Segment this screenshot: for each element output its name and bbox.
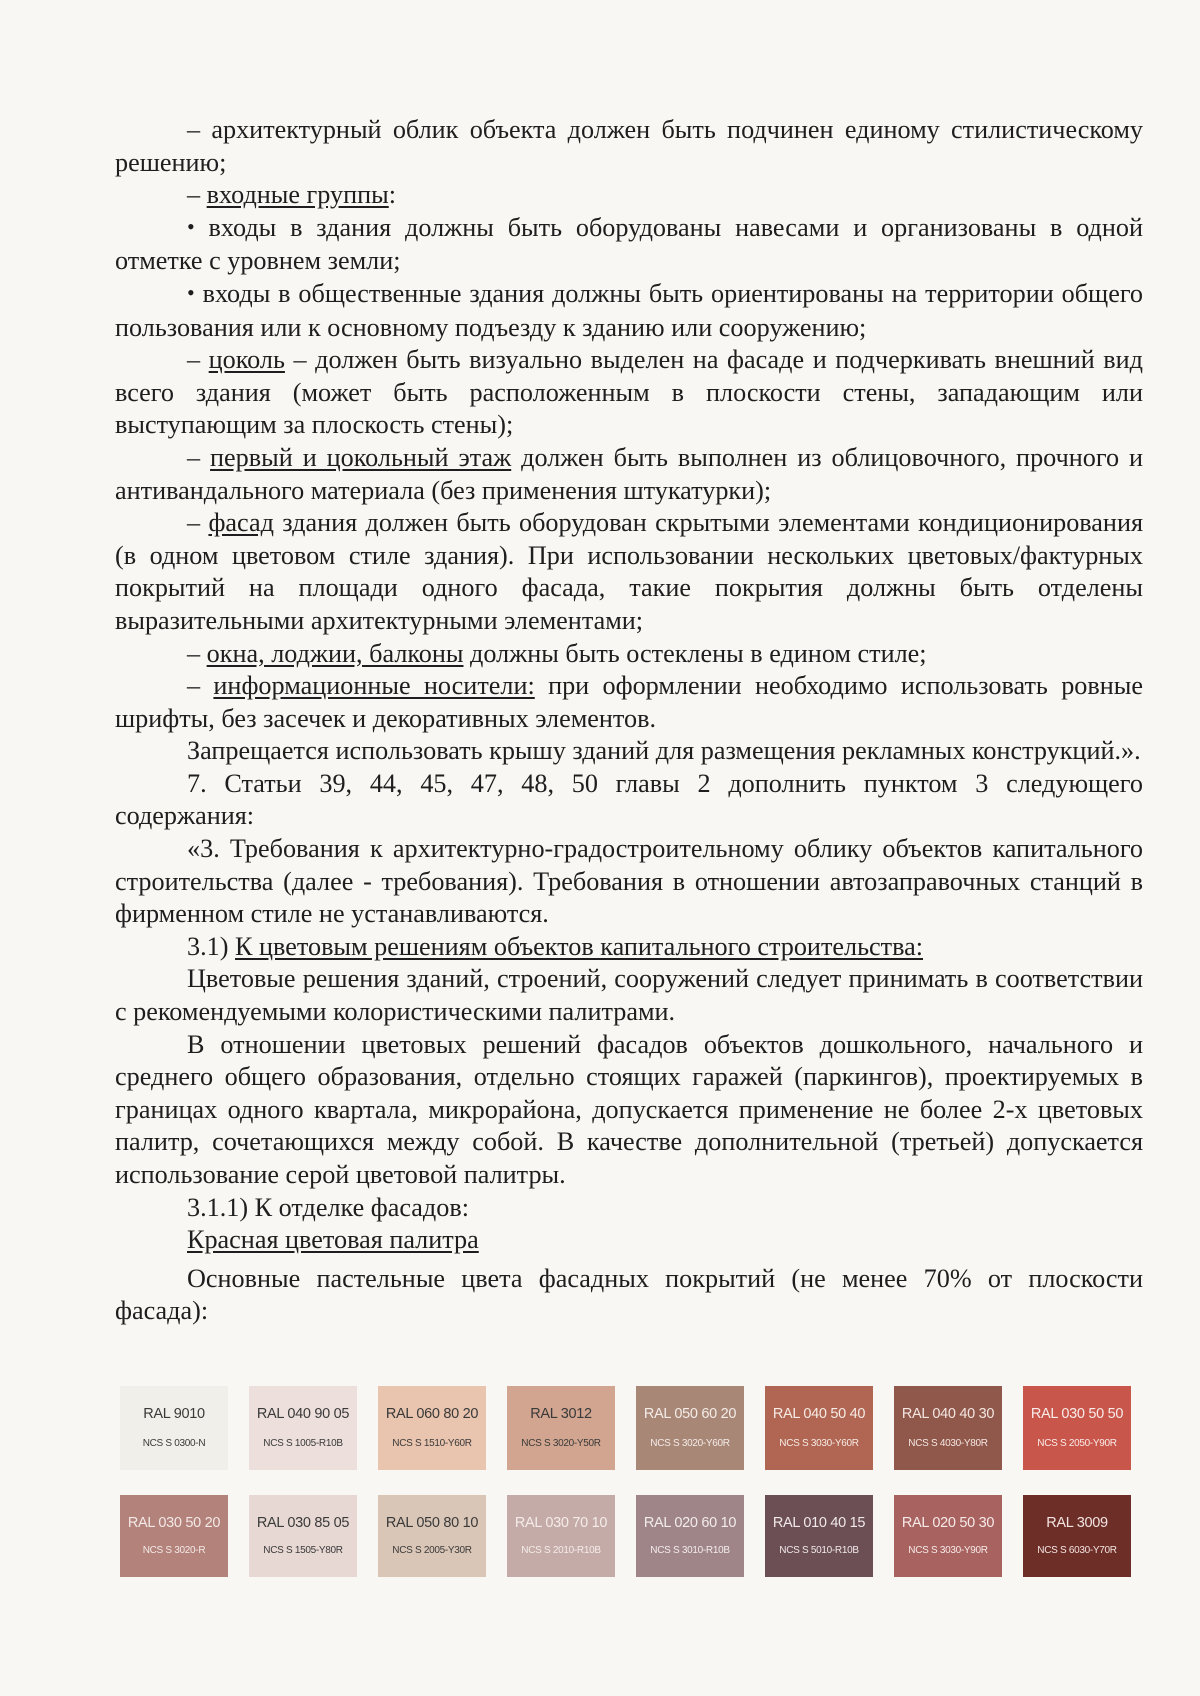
color-swatch [120, 1386, 228, 1470]
swatch-ncs-label: NCS S 4030-Y80R [908, 1438, 988, 1449]
swatch-ral-label: RAL 030 70 10 [514, 1515, 608, 1531]
bullet-icon: • [187, 213, 195, 239]
underlined-term: окна, лоджии, балконы [206, 638, 464, 668]
heading-facade-finishing: 3.1.1) К отделке фасадов: [187, 1192, 469, 1222]
paragraph-roof-ads: Запрещается использовать крышу зданий для размещения рекламных конструкций.». [187, 736, 1141, 766]
underlined-term: фасад [208, 508, 274, 538]
heading-color-solutions: 3.1) К цветовым решениям объектов капитального строительства: [187, 931, 924, 961]
swatch-ral-label: RAL 3012 [530, 1406, 592, 1422]
color-swatch [507, 1495, 615, 1577]
paragraph-architectural-look: – архитектурный облик объекта должен быть подчинен единому стилистическому решению; [115, 115, 1143, 177]
color-swatch [636, 1386, 744, 1470]
swatch-ral-label: RAL 010 40 15 [772, 1515, 866, 1531]
paragraph-article-7: 7. Статьи 39, 44, 45, 47, 48, 50 главы 2 дополнить пунктом 3 следующего содержания: [115, 768, 1143, 831]
bullet-item-orientation: • входы в общественные здания должны быть ориентированы на территории общего пользования или к основному подъезду к зданию или сооружению; [115, 278, 1143, 342]
swatch-ncs-label: NCS S 2050-Y90R [1037, 1438, 1117, 1449]
paragraph-color-palettes: Цветовые решения зданий, строений, сооружений следует принимать в соответствии с рекомендуемыми колористическими палитрами. [115, 964, 1143, 1027]
swatch-ral-label: RAL 020 50 30 [901, 1515, 995, 1531]
swatch-ral-label: RAL 030 85 05 [256, 1515, 350, 1531]
swatch-ral-label: RAL 3009 [1046, 1515, 1108, 1531]
color-swatch [378, 1495, 486, 1577]
swatch-ral-label: RAL 040 90 05 [256, 1406, 350, 1422]
swatch-ral-label: RAL 030 50 20 [127, 1515, 221, 1531]
swatch-ncs-label: NCS S 3020-Y60R [650, 1438, 730, 1449]
paragraph-school-facades: В отношении цветовых решений фасадов объектов дошкольного, начального и среднего общего образования, отдельно стоящих гаражей (паркингов), проектируемых в границах одного квартала, микрорайона, допускается применение не более 2-х цветовых палитр, сочетающихся между собой. В качестве дополнительной (третьей) допускается использование серой цветовой палитры. [115, 1029, 1143, 1189]
color-swatch [1023, 1386, 1131, 1470]
swatch-ral-label: RAL 050 60 20 [643, 1406, 737, 1422]
color-swatch [249, 1495, 357, 1577]
swatch-ncs-label: NCS S 1510-Y60R [392, 1438, 472, 1449]
paragraph-entrance-groups: – входные группы: [187, 180, 397, 210]
heading-red-palette [115, 1224, 1143, 1257]
swatch-ncs-label: NCS S 3010-R10B [650, 1545, 730, 1556]
underlined-term: первый и цокольный этаж [210, 442, 512, 472]
swatch-ncs-label: NCS S 3020-R [142, 1545, 206, 1556]
color-swatch [378, 1386, 486, 1470]
swatch-ncs-label: NCS S 3020-Y50R [521, 1438, 601, 1449]
paragraph-info-carriers: – информационные носители: при оформлении необходимо использовать ровные шрифты, без засечек и декоративных элементов. [115, 671, 1143, 733]
color-swatch [765, 1495, 873, 1577]
paragraph-facade: – фасад здания должен быть оборудован скрытыми элементами кондиционирования (в одном цветовом стиле здания). При использовании нескольких цветовых/фактурных покрытий на площади одного фасада, такие покрытия должны быть отделены выразительными архитектурными элементами; [115, 508, 1143, 635]
swatch-ncs-label: NCS S 1505-Y80R [263, 1545, 343, 1556]
swatch-ncs-label: NCS S 1005-R10B [263, 1438, 343, 1449]
color-swatch [894, 1495, 1002, 1577]
swatch-ncs-label: NCS S 0300-N [142, 1438, 206, 1449]
swatch-ncs-label: NCS S 3030-Y90R [908, 1545, 988, 1556]
swatch-ral-label: RAL 040 40 30 [901, 1406, 995, 1422]
underlined-term: входные группы [206, 180, 389, 210]
color-swatch [1023, 1495, 1131, 1577]
swatch-ral-label: RAL 040 50 40 [772, 1406, 866, 1422]
swatch-ral-label: RAL 060 80 20 [385, 1406, 479, 1422]
color-swatch [507, 1386, 615, 1470]
color-swatch [765, 1386, 873, 1470]
underlined-term: информационные носители: [213, 671, 535, 701]
swatch-ncs-label: NCS S 2005-Y30R [392, 1545, 472, 1556]
swatch-ncs-label: NCS S 5010-R10B [779, 1545, 859, 1556]
red-palette-swatch-grid [120, 1386, 1140, 1577]
swatch-ncs-label: NCS S 3030-Y60R [779, 1438, 859, 1449]
swatch-ncs-label: NCS S 6030-Y70R [1037, 1545, 1117, 1556]
paragraph-windows: – окна, лоджии, балконы должны быть остеклены в едином стиле; [187, 638, 927, 668]
document-body [115, 114, 1143, 1328]
underlined-term: цоколь [208, 345, 285, 375]
swatch-ral-label: RAL 9010 [143, 1406, 205, 1422]
swatch-ncs-label: NCS S 2010-R10B [521, 1545, 601, 1556]
underlined-heading: Красная цветовая палитра [187, 1225, 479, 1255]
color-swatch [249, 1386, 357, 1470]
paragraph-requirements: «3. Требования к архитектурно-градостроительному облику объектов капитального строительства (далее - требования). Требования в отношении автозаправочных станций в фирменном стиле не устанавливаются. [115, 834, 1143, 929]
bullet-item-canopies: • входы в здания должны быть оборудованы навесами и организованы в одной отметке с уровнем земли; [115, 212, 1143, 276]
bullet-icon: • [187, 279, 195, 305]
swatch-ral-label: RAL 050 80 10 [385, 1515, 479, 1531]
color-swatch [636, 1495, 744, 1577]
swatch-ral-label: RAL 020 60 10 [643, 1515, 737, 1531]
paragraph-first-floor: – первый и цокольный этаж должен быть выполнен из облицовочного, прочного и антивандального материала (без применения штукатурки); [115, 442, 1144, 505]
color-swatch [894, 1386, 1002, 1470]
underlined-heading: К цветовым решениям объектов капитального строительства: [235, 931, 924, 961]
color-swatch [120, 1495, 228, 1577]
paragraph-pastel-colors: Основные пастельные цвета фасадных покрытий (не менее 70% от плоскости фасада): [115, 1263, 1143, 1326]
swatch-ral-label: RAL 030 50 50 [1030, 1406, 1124, 1422]
paragraph-plinth: – цоколь – должен быть визуально выделен на фасаде и подчеркивать внешний вид всего здания (может быть расположенным в плоскости стены, западающим или выступающим за плоскость стены); [115, 345, 1143, 440]
